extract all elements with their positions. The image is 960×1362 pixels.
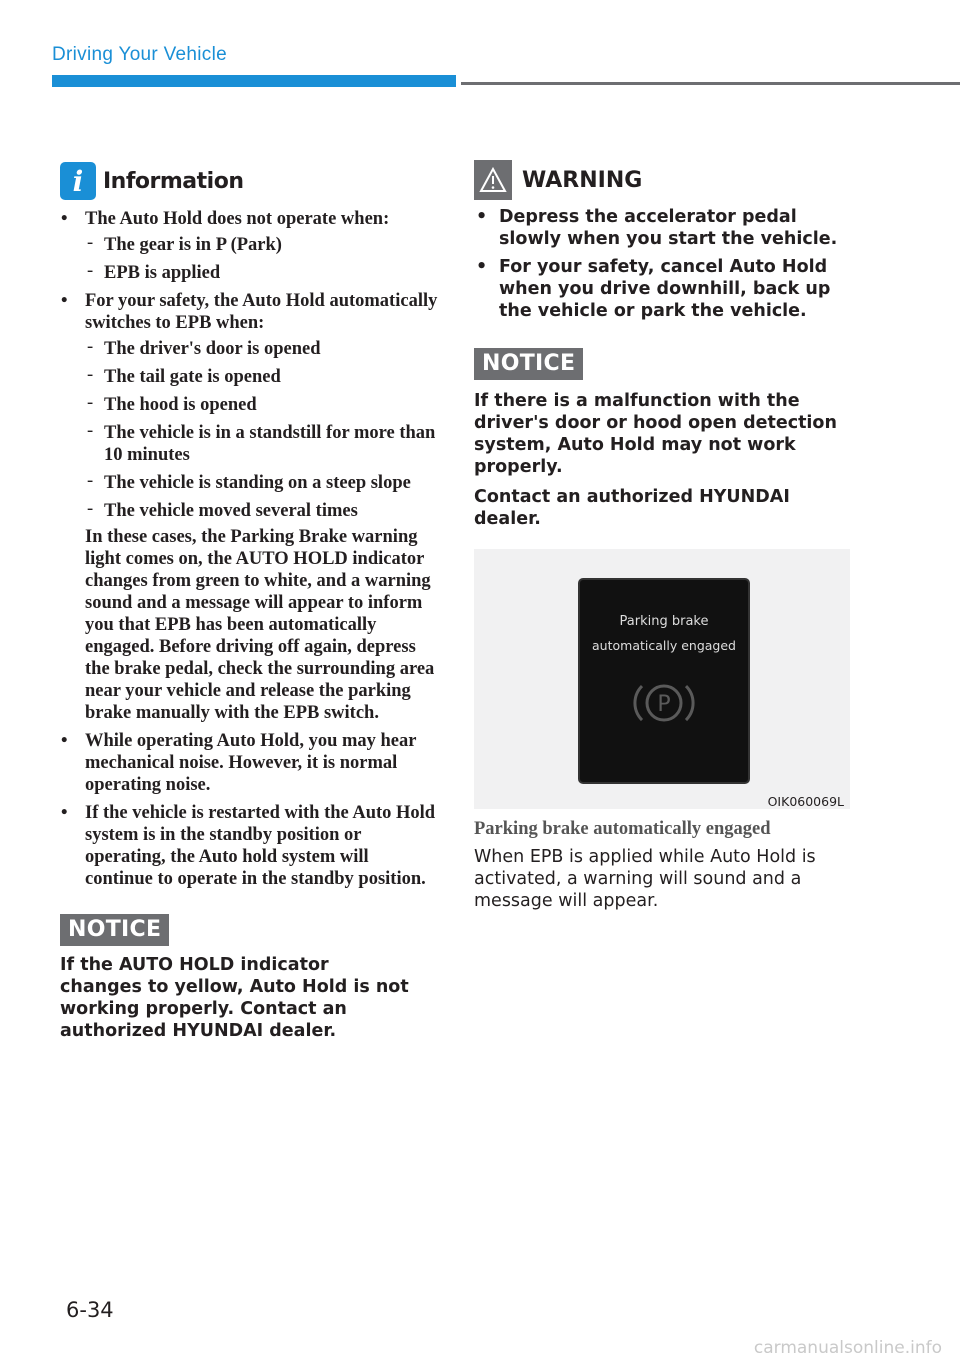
bullet-text: For your safety, the Auto Hold automatically switches to EPB when:: [85, 291, 438, 333]
sub-list-item: - EPB is applied: [85, 262, 438, 284]
figure-cluster-display: [474, 549, 850, 809]
screen-message-line2: automatically engaged: [592, 638, 736, 653]
information-icon: i: [60, 162, 96, 200]
page-number: 6-34: [66, 1298, 114, 1322]
notice-text: If there is a malfunction with the driver's door or hood open detection system, Auto Hold may not work properly.: [474, 391, 837, 477]
list-item: [60, 290, 438, 522]
sub-list-item: - The tail gate is opened: [85, 366, 438, 388]
notice-left: [60, 914, 438, 1042]
list-item: • If the vehicle is restarted with the Auto Hold system is in the standby position or operating, the Auto hold system will continue to operate in the standby position.: [60, 802, 438, 890]
warning-title: WARNING: [522, 167, 643, 193]
notice-right: [474, 348, 854, 530]
list-item: • While operating Auto Hold, you may hear mechanical noise. However, it is normal operating noise.: [60, 730, 438, 796]
screen-message-line1: Parking brake: [619, 614, 709, 629]
list-item: • Depress the accelerator pedal slowly when you start the vehicle.: [474, 206, 854, 250]
display-screen: [578, 578, 750, 784]
sub-list-item: - The vehicle is standing on a steep slope: [85, 472, 438, 494]
watermark: carmanualsonline.info: [753, 1338, 942, 1358]
warning-list: [474, 206, 854, 322]
parking-brake-icon: [630, 678, 698, 728]
bullet-text: The Auto Hold does not operate when:: [85, 209, 390, 229]
svg-text:P: P: [657, 692, 671, 717]
bullet-paragraph: In these cases, the Parking Brake warning light comes on, the AUTO HOLD indicator changes from green to white, and a warning sound and a message will appear to inform you that EPB has been automatically engaged. Before driving off again, depress the brake pedal, check the surrounding area near your vehicle and release the parking brake manually with the EPB switch.: [85, 527, 435, 723]
information-title: Information: [103, 168, 244, 194]
list-item: • For your safety, cancel Auto Hold when you drive downhill, back up the vehicle or park the vehicle.: [474, 256, 854, 322]
figure-caption: Parking brake automatically engaged: [474, 819, 771, 839]
sub-list-item: - The hood is opened: [85, 394, 438, 416]
sub-list-item: - The vehicle is in a standstill for more than 10 minutes: [85, 422, 438, 466]
figure-code: OIK060069L: [767, 794, 844, 809]
notice-text: Contact an authorized HYUNDAI dealer.: [474, 487, 790, 529]
warning-icon: [474, 160, 512, 200]
header-bar-blue: [52, 75, 456, 87]
body-text: When EPB is applied while Auto Hold is activated, a warning will sound and a message will appear.: [474, 847, 816, 911]
notice-text: If the AUTO HOLD indicator changes to yellow, Auto Hold is not working properly. Contact an authorized HYUNDAI dealer.: [60, 955, 409, 1041]
notice-badge: NOTICE: [60, 914, 169, 946]
list-item: [60, 208, 438, 284]
right-column: [474, 160, 854, 572]
information-header: [60, 160, 438, 202]
header-title: Driving Your Vehicle: [52, 44, 227, 65]
sub-list-item: - The gear is in P (Park): [85, 234, 438, 256]
sub-list-item: - The driver's door is opened: [85, 338, 438, 360]
notice-badge: NOTICE: [474, 348, 583, 380]
left-column: [60, 160, 438, 1042]
header-bar-grey: [461, 82, 960, 85]
sub-list-item: - The vehicle moved several times: [85, 500, 438, 522]
information-body: [60, 208, 438, 890]
warning-header: [474, 160, 854, 200]
